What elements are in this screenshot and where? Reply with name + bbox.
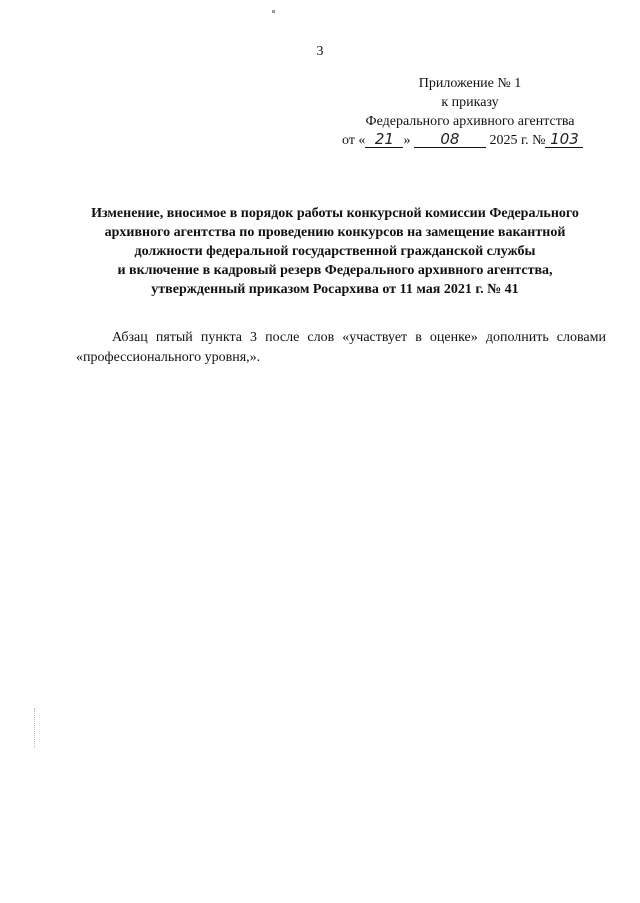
margin-mark	[34, 708, 36, 748]
appendix-agency: Федерального архивного агентства	[365, 114, 575, 129]
title-line: должности федеральной государственной гражданской службы	[134, 244, 536, 259]
document-title	[60, 204, 610, 299]
page-number: 3	[316, 44, 324, 59]
body-paragraph: Абзац пятый пункта 3 после слов «участвует в оценке» дополнить словами «профессионального уровня,».	[76, 330, 606, 365]
appendix-order-ref: к приказу	[441, 95, 499, 110]
handwritten-number: 103	[545, 131, 583, 148]
scan-dot	[272, 10, 275, 13]
date-prefix: от «	[342, 133, 366, 148]
title-line: Изменение, вносимое в порядок работы конкурсной комиссии Федерального	[91, 206, 579, 221]
appendix-header	[330, 74, 610, 150]
appendix-title: Приложение № 1	[418, 76, 522, 91]
date-mid: »	[403, 133, 411, 148]
title-line: архивного агентства по проведению конкурсов на замещение вакантной	[104, 225, 566, 240]
title-line: и включение в кадровый резерв Федерального архивного агентства,	[117, 263, 553, 278]
handwritten-month: 08	[414, 131, 486, 148]
date-year: 2025 г.	[489, 133, 529, 148]
title-line: утвержденный приказом Росархива от 11 мая 2021 г. № 41	[151, 282, 519, 297]
handwritten-day: 21	[365, 131, 403, 148]
number-prefix: №	[532, 133, 546, 148]
appendix-date-line	[342, 131, 610, 150]
